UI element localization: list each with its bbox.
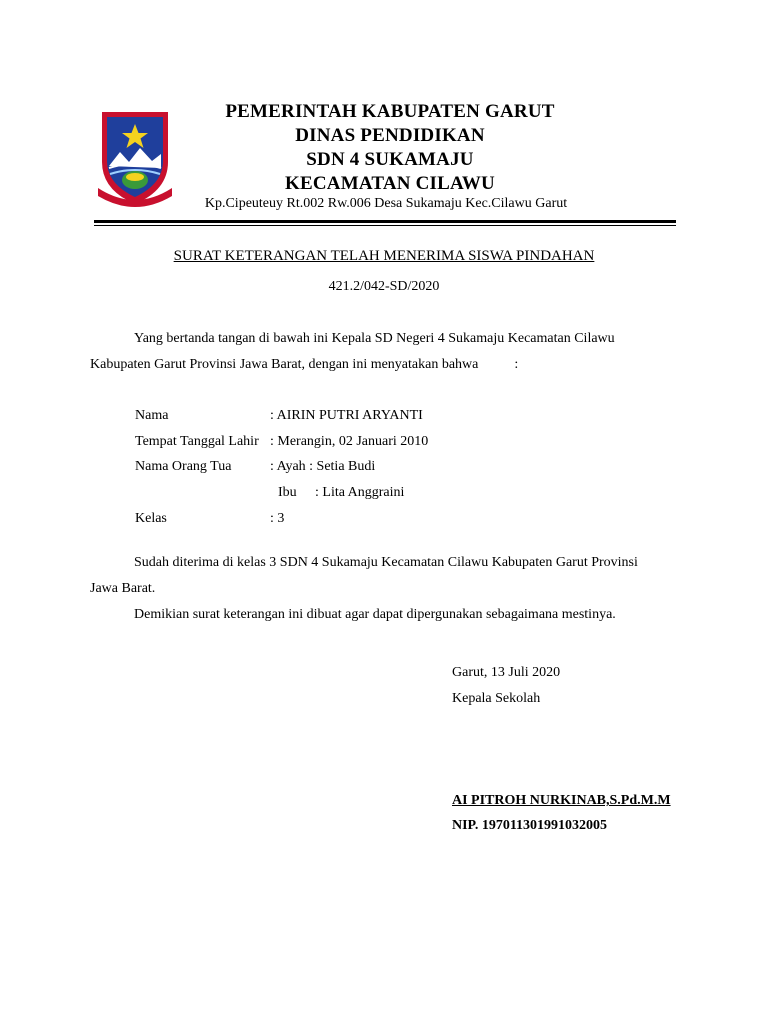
field-value-kelas: : 3 — [270, 511, 285, 526]
field-value-ibu: : Lita Anggraini — [315, 485, 405, 500]
letterhead — [180, 100, 600, 211]
field-value-ayah: : Ayah : Setia Budi — [270, 459, 376, 474]
field-label-ibu: Ibu — [278, 485, 297, 500]
acceptance-line-1: Sudah diterima di kelas 3 SDN 4 Sukamaju Kecamatan Cilawu Kabupaten Garut Provinsi — [134, 555, 638, 570]
acceptance-paragraph — [90, 550, 676, 628]
field-value-nama: : AIRIN PUTRI ARYANTI — [270, 408, 423, 423]
letterhead-address: Kp.Cipeuteuy Rt.002 Rw.006 Desa Sukamaju Kec.Cilawu Garut — [204, 196, 568, 211]
letter-number: 421.2/042-SD/2020 — [328, 279, 440, 294]
signature-position: Kepala Sekolah — [452, 691, 541, 706]
intro-colon: : — [514, 357, 519, 372]
field-label-ortu: Nama Orang Tua — [135, 459, 232, 474]
field-label-ttl: Tempat Tanggal Lahir — [135, 434, 259, 449]
letterhead-rule-thick — [94, 220, 676, 223]
letter-title: SURAT KETERANGAN TELAH MENERIMA SISWA PINDAHAN — [173, 248, 595, 264]
field-label-kelas: Kelas — [135, 511, 167, 526]
signature-name: AI PITROH NURKINAB,S.Pd.M.M — [452, 793, 671, 808]
letterhead-school: SDN 4 SUKAMAJU — [306, 149, 474, 170]
letterhead-government: PEMERINTAH KABUPATEN GARUT — [225, 101, 555, 122]
signature-place-date: Garut, 13 Juli 2020 — [452, 665, 561, 680]
field-label-nama: Nama — [135, 408, 169, 423]
letterhead-district: KECAMATAN CILAWU — [285, 173, 495, 194]
acceptance-line-2: Jawa Barat. — [90, 581, 156, 596]
signature-nip: NIP. 197011301991032005 — [452, 818, 608, 833]
garut-regency-emblem-icon — [96, 104, 174, 212]
letterhead-agency: DINAS PENDIDIKAN — [295, 125, 485, 146]
intro-line-1: Yang bertanda tangan di bawah ini Kepala SD Negeri 4 Sukamaju Kecamatan Cilawu — [134, 331, 615, 346]
intro-line-2: Kabupaten Garut Provinsi Jawa Barat, dengan ini menyatakan bahwa — [90, 357, 479, 372]
field-value-ttl: : Merangin, 02 Januari 2010 — [270, 434, 429, 449]
intro-paragraph — [90, 326, 676, 378]
closing-paragraph: Demikian surat keterangan ini dibuat agar dapat dipergunakan sebagaimana mestinya. — [134, 607, 616, 622]
letterhead-rule-thin — [94, 225, 676, 226]
